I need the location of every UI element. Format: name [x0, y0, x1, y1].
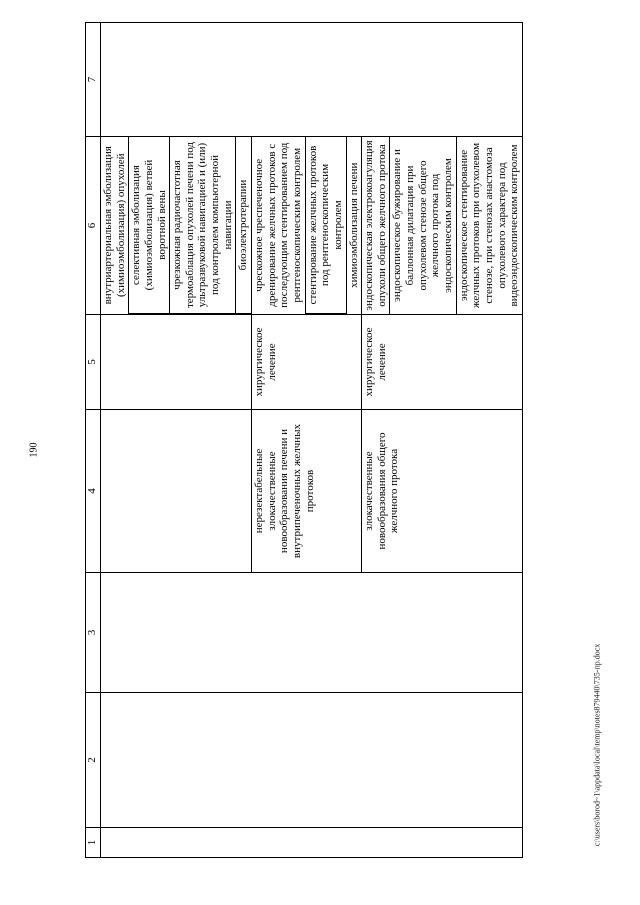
cell-col-5: [101, 315, 252, 410]
diagnosis-cell: злокачественные новообразования общего желчного протока: [362, 410, 523, 573]
header-col-4: 4: [86, 410, 101, 573]
treatment-table: [85, 22, 523, 858]
cell-col-7: [101, 23, 523, 137]
method-item: эндоскопическое бужирование и баллонная дилатация при опухолевом стенозе общего желчного протока под эндоскопическим контролем: [390, 137, 456, 314]
header-col-2: 2: [86, 693, 101, 828]
header-col-3: 3: [86, 573, 101, 693]
method-item: эндоскопическая электрокоагуляция опухоли общего желчного протока: [362, 137, 390, 314]
header-col-7: 7: [86, 23, 101, 137]
method-item: стентирование желчных протоков под рентгеноскопическим контролем: [305, 137, 346, 314]
table-row: [101, 23, 252, 858]
method-item: биоэлектротерапии: [236, 137, 251, 314]
cell-col-2: [101, 693, 523, 828]
method-item: селективная эмболизация (химиоэмболизация) ветвей воротной вены: [129, 137, 170, 314]
method-item: эндоскопическое стентирование желчных протоков при опухолевом стенозе, при стенозах анастомоза опухолевого характера под видеоэндоскопическим контролем: [457, 142, 521, 309]
cell-col-4: [101, 410, 252, 573]
cell-col-6: [362, 137, 523, 315]
method-item: химиоэмболизация печени: [347, 162, 360, 288]
treatment-type-cell: хирургическое лечение: [362, 315, 523, 410]
cell-col-3: [101, 573, 523, 693]
header-col-1: 1: [86, 828, 101, 858]
footer-file-path: c:\users\borod~1\appdata\local\temp\notes879440\735-пр.docx: [592, 643, 602, 847]
diagnosis-cell: нерезектабельные злокачественные новообразования печени и внутрипеченочных желчных протоков: [252, 410, 362, 573]
cell-col-6: [252, 137, 362, 315]
page-number: 190: [28, 442, 40, 458]
method-item: чрезкожная радиочастотная термоаблация опухолей печени под ультразвуковой навигацией и (или) под контролем компьютерной навигации: [170, 137, 236, 314]
header-col-5: 5: [86, 315, 101, 410]
cell-col-6: [101, 137, 252, 315]
cell-col-1: [101, 828, 523, 858]
method-item: внутриартериальная эмболизация (химиоэмболизация) опухолей: [101, 137, 129, 314]
treatment-type-cell: хирургическое лечение: [252, 315, 362, 410]
header-row: [86, 23, 101, 858]
header-col-6: 6: [86, 137, 101, 315]
rotated-table-container: [85, 23, 590, 858]
method-item: чрескожное чреспеченочное дренирование желчных протоков с последующим стентированием под рентгеноскопическим контролем: [252, 137, 305, 314]
